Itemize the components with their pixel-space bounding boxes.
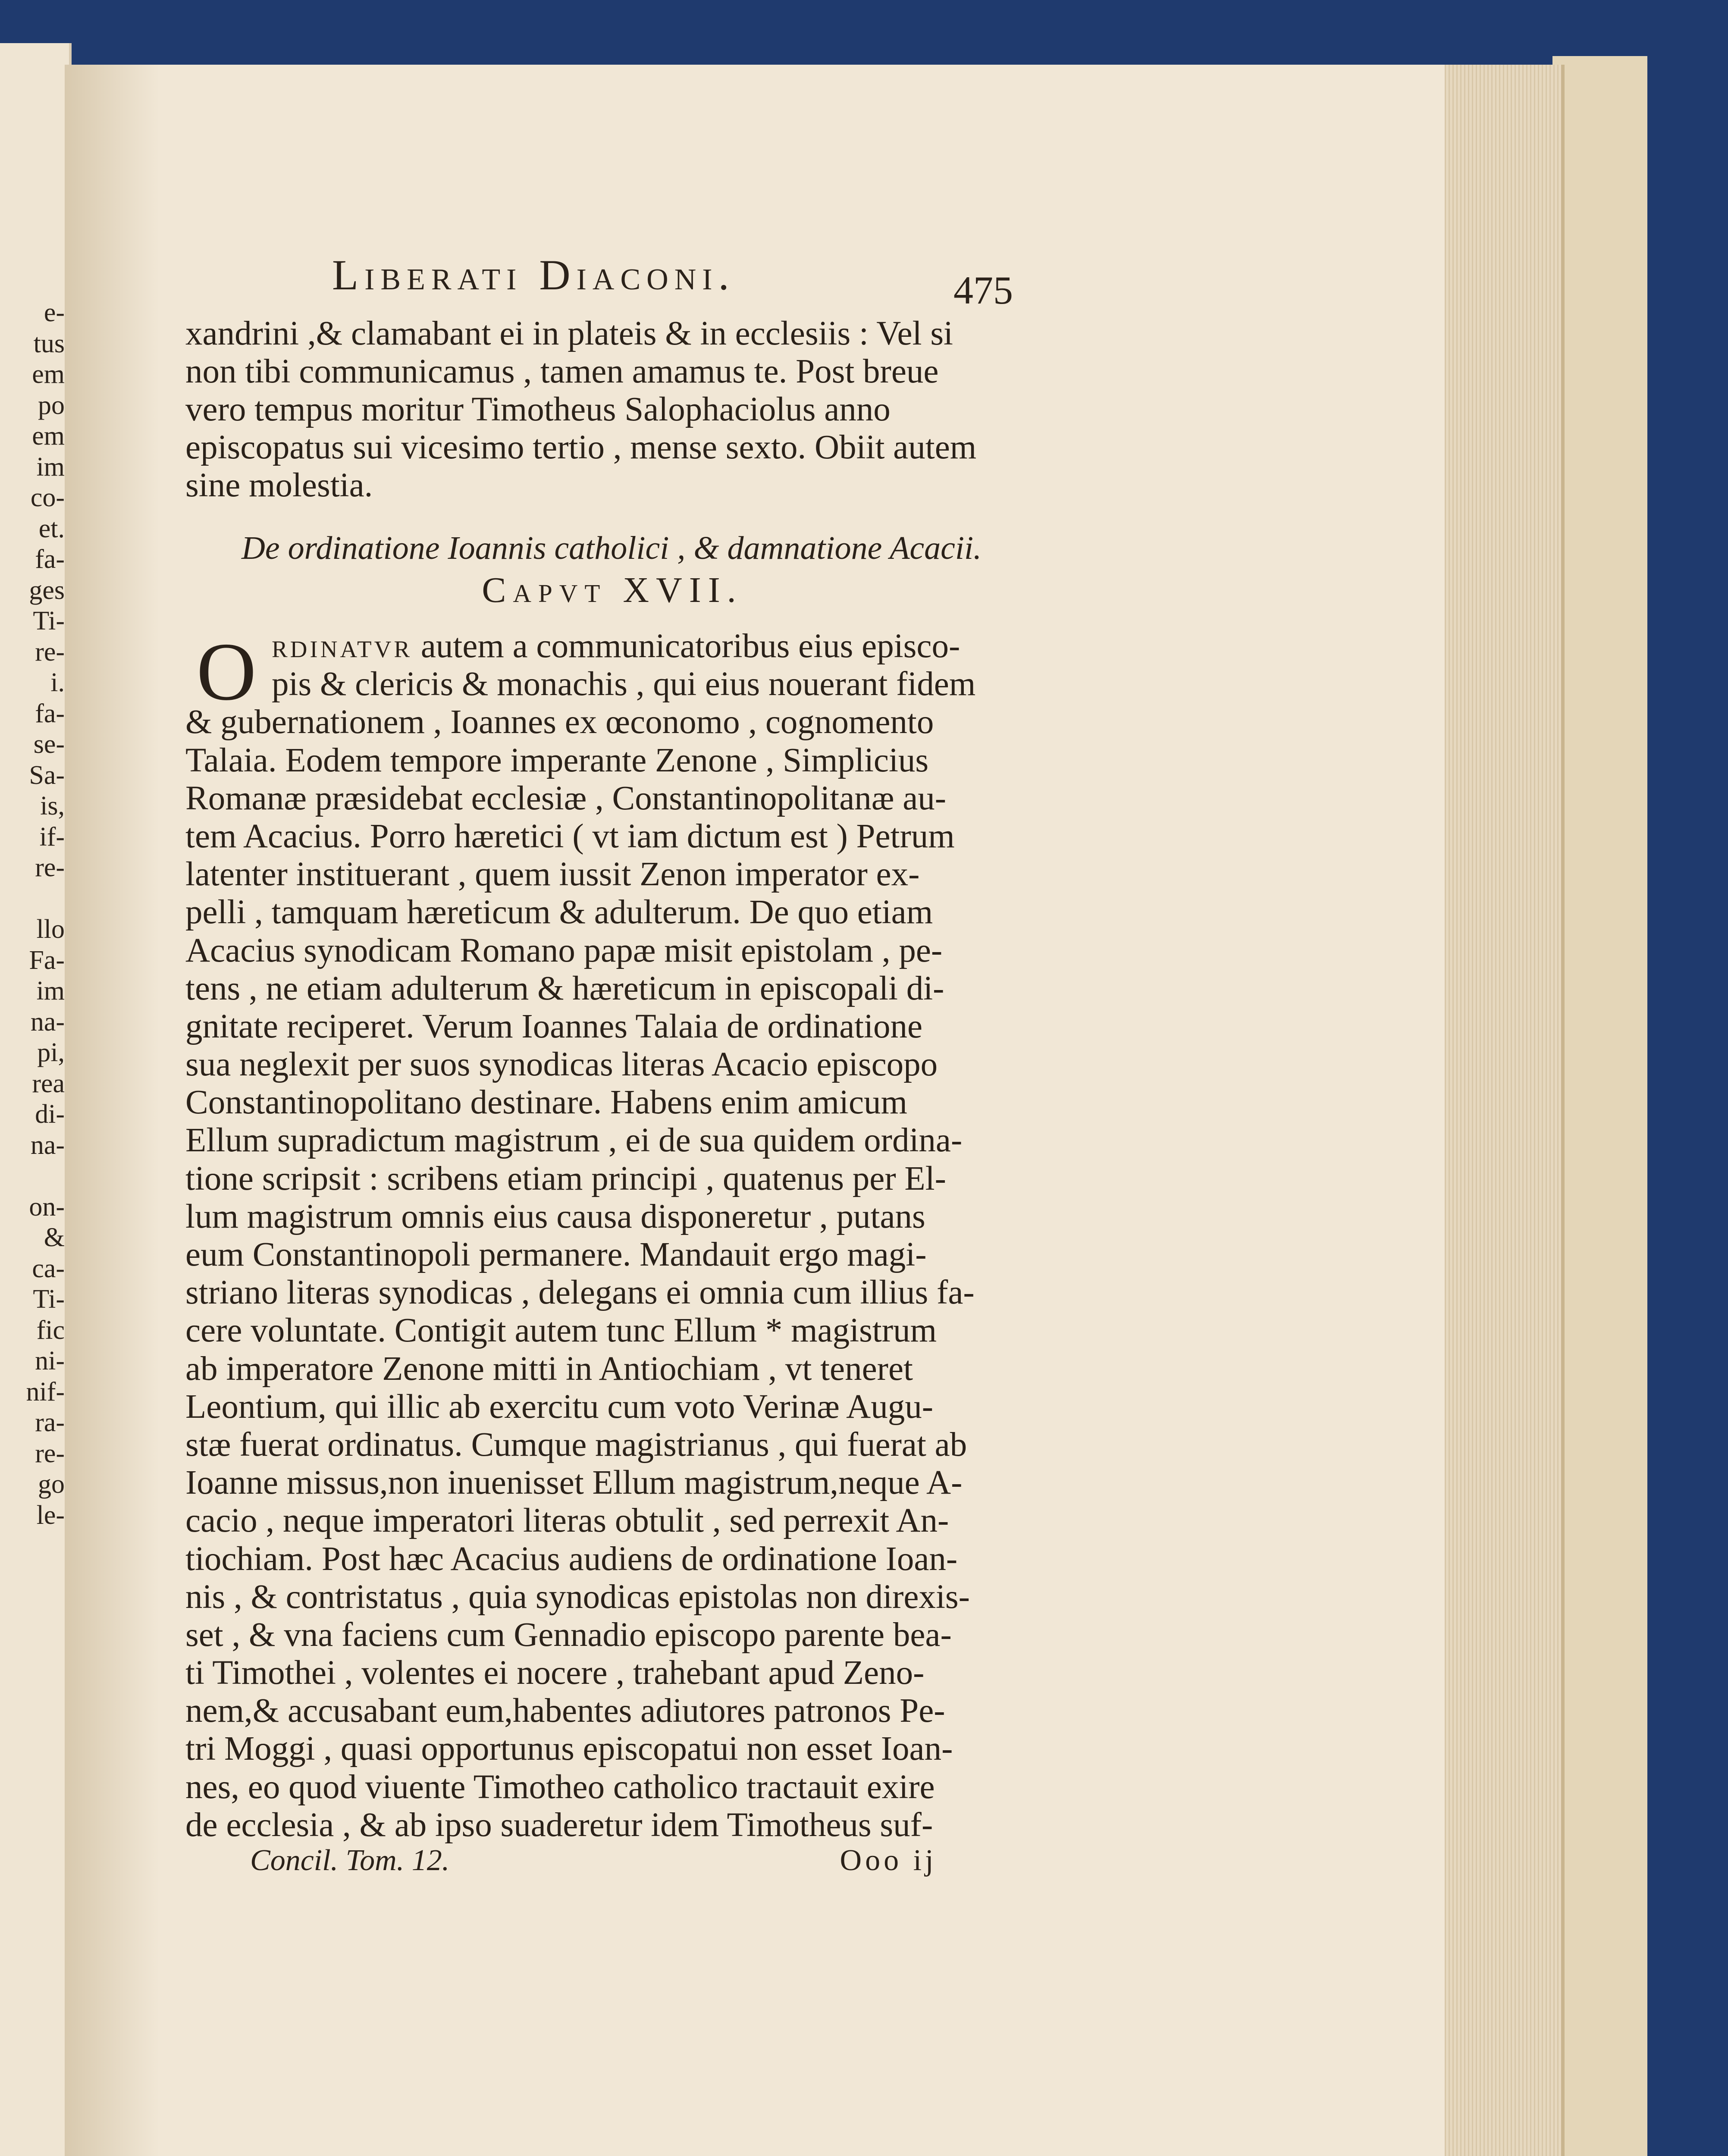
text-line: Romanæ præsidebat ecclesiæ , Constantinopolitanæ au- (185, 779, 947, 817)
text-line: tri Moggi , quasi opportunus episcopatui non esset Ioan- (185, 1730, 953, 1768)
text-line: tione scripsit : scribens etiam principi , quatenus per El- (185, 1159, 946, 1197)
text-line: latenter instituerant , quem iussit Zenon imperator ex- (185, 856, 920, 893)
fragment-line: co- (30, 483, 65, 512)
fragment-line: na- (30, 1007, 65, 1037)
first-word-small-caps: rdinatvr (272, 627, 413, 665)
fragment-line: ni- (35, 1346, 65, 1376)
fragment-line: ca- (32, 1253, 65, 1283)
gutter-shadow (65, 65, 160, 2156)
fragment-line: llo (36, 915, 65, 944)
fragment-line: re- (35, 853, 65, 882)
fragment-line: fa- (35, 545, 65, 574)
fragment-line: po (38, 390, 65, 420)
text-line: de ecclesia , & ab ipso suaderetur idem Timotheus suf- (185, 1806, 933, 1844)
page-number: 475 (953, 268, 1013, 312)
fragment-line (0, 884, 65, 915)
text-line: cacio , neque imperatori literas obtulit , sed perrexit An- (185, 1502, 949, 1540)
previous-page-edge (0, 43, 72, 2156)
text-line: vero tempus moritur Timotheus Salophaciolus anno (185, 391, 891, 428)
text-line: cere voluntate. Contigit autem tunc Ellum * magistrum (185, 1312, 937, 1350)
signature-line: Concil. Tom. 12. (250, 1844, 450, 1877)
text-line: & gubernationem , Ioannes ex œconomo , cognomento (185, 703, 934, 741)
intro-paragraph (185, 315, 988, 505)
fragment-line (0, 1161, 65, 1192)
text-line: gnitate reciperet. Verum Ioannes Talaia de ordinatione (185, 1007, 923, 1045)
text-line: tens , ne etiam adulterum & hæreticum in episcopali di- (185, 969, 944, 1007)
fragment-line: le- (36, 1500, 65, 1530)
fragment-line: nif- (26, 1377, 65, 1407)
fragment-line: fa- (35, 699, 65, 728)
fragment-line: tus (33, 329, 65, 358)
text-line: nis , & contristatus , quia synodicas epistolas non direxis- (185, 1578, 970, 1616)
text-line: sine molestia. (185, 467, 373, 504)
fragment-line: re- (35, 1438, 65, 1468)
signature-mark: Ooo ij (840, 1844, 937, 1877)
text-line: xandrini ,& clamabant ei in plateis & in ecclesiis : Vel si (185, 315, 953, 352)
book-cover-edge (1552, 56, 1647, 2156)
drop-cap: O (196, 626, 257, 718)
text-line: Ioanne missus,non inuenisset Ellum magistrum,neque A- (185, 1464, 963, 1502)
text-line: sua neglexit per suos synodicas literas Acacio episcopo (185, 1046, 938, 1084)
fragment-line: re- (35, 637, 65, 667)
fragment-line: em (32, 421, 65, 451)
section-subtitle: De ordinatione Ioannis catholici , & damnatione Acacii. (241, 530, 982, 566)
fragment-line: & (44, 1223, 65, 1252)
fragment-line: ges (29, 575, 65, 605)
text-line: non tibi communicamus , tamen amamus te. Post breue (185, 353, 939, 390)
chapter-heading: Capvt XVII. (482, 570, 743, 610)
text-line: Acacius synodicam Romano papæ misit epistolam , pe- (185, 931, 943, 969)
text-line: nes, eo quod viuente Timotheo catholico tractauit exire (185, 1768, 935, 1806)
fragment-line: se- (33, 730, 65, 759)
text-line: Ellum supradictum magistrum , ei de sua quidem ordina- (185, 1122, 963, 1159)
fragment-line: rea (32, 1069, 65, 1098)
first-line (185, 627, 988, 665)
text-line: ti Timothei , volentes ei nocere , trahebant apud Zeno- (185, 1654, 925, 1692)
fragment-line: di- (35, 1100, 65, 1129)
fragment-line: e- (44, 298, 65, 327)
text-line: eum Constantinopoli permanere. Mandauit ergo magi- (185, 1236, 927, 1273)
body-paragraph (185, 627, 988, 1844)
text-line: striano literas synodicas , delegans ei omnia cum illius fa- (185, 1274, 975, 1312)
text-line: Constantinopolitano destinare. Habens enim amicum (185, 1084, 908, 1122)
fragment-line: pi, (37, 1038, 65, 1067)
text-line: ab imperatore Zenone mitti in Antiochiam , vt teneret (185, 1350, 913, 1388)
fragment-line: fic (36, 1315, 65, 1345)
fragment-line: go (38, 1470, 65, 1499)
text-line: lum magistrum omnis eius causa disponeretur , putans (185, 1197, 925, 1235)
previous-page-fragments (0, 298, 65, 1531)
fragment-line: em (32, 360, 65, 389)
text-line: tiochiam. Post hæc Acacius audiens de ordinatione Ioan- (185, 1540, 958, 1578)
text-line: stæ fuerat ordinatus. Cumque magistrianus , qui fuerat ab (185, 1426, 967, 1463)
fragment-line: i. (50, 668, 65, 697)
running-header: Liberati Diaconi. (332, 251, 735, 299)
fragment-line: Fa- (29, 945, 65, 975)
fragment-line: Ti- (33, 1285, 65, 1314)
text-line: set , & vna faciens cum Gennadio episcopo parente bea- (185, 1616, 952, 1654)
fragment-line: is, (40, 791, 65, 821)
fragment-line: Sa- (29, 760, 65, 790)
fragment-line: im (36, 976, 65, 1006)
text-line: episcopatus sui vicesimo tertio , mense sexto. Obiit autem (185, 429, 977, 466)
fragment-line: if- (39, 822, 65, 852)
fragment-line: on- (29, 1192, 65, 1222)
text-line: tem Acacius. Porro hæretici ( vt iam dictum est ) Petrum (185, 817, 955, 855)
first-line-rest: autem a communicatoribus eius episco- (412, 627, 960, 665)
fragment-line: ra- (35, 1408, 65, 1437)
body-lines (185, 665, 988, 1844)
fragment-line: im (36, 452, 65, 482)
text-line: pelli , tamquam hæreticum & adulterum. De quo etiam (185, 893, 933, 931)
fragment-line: na- (30, 1130, 65, 1160)
text-line: nem,& accusabant eum,habentes adiutores patronos Pe- (185, 1692, 945, 1730)
text-line: Leontium, qui illic ab exercitu cum voto Verinæ Augu- (185, 1388, 934, 1426)
text-line: pis & clericis & monachis , qui eius nouerant fidem (272, 665, 976, 703)
text-line: Talaia. Eodem tempore imperante Zenone , Simplicius (185, 741, 929, 779)
fragment-line: Ti- (33, 606, 65, 636)
fragment-line: et. (38, 514, 65, 543)
